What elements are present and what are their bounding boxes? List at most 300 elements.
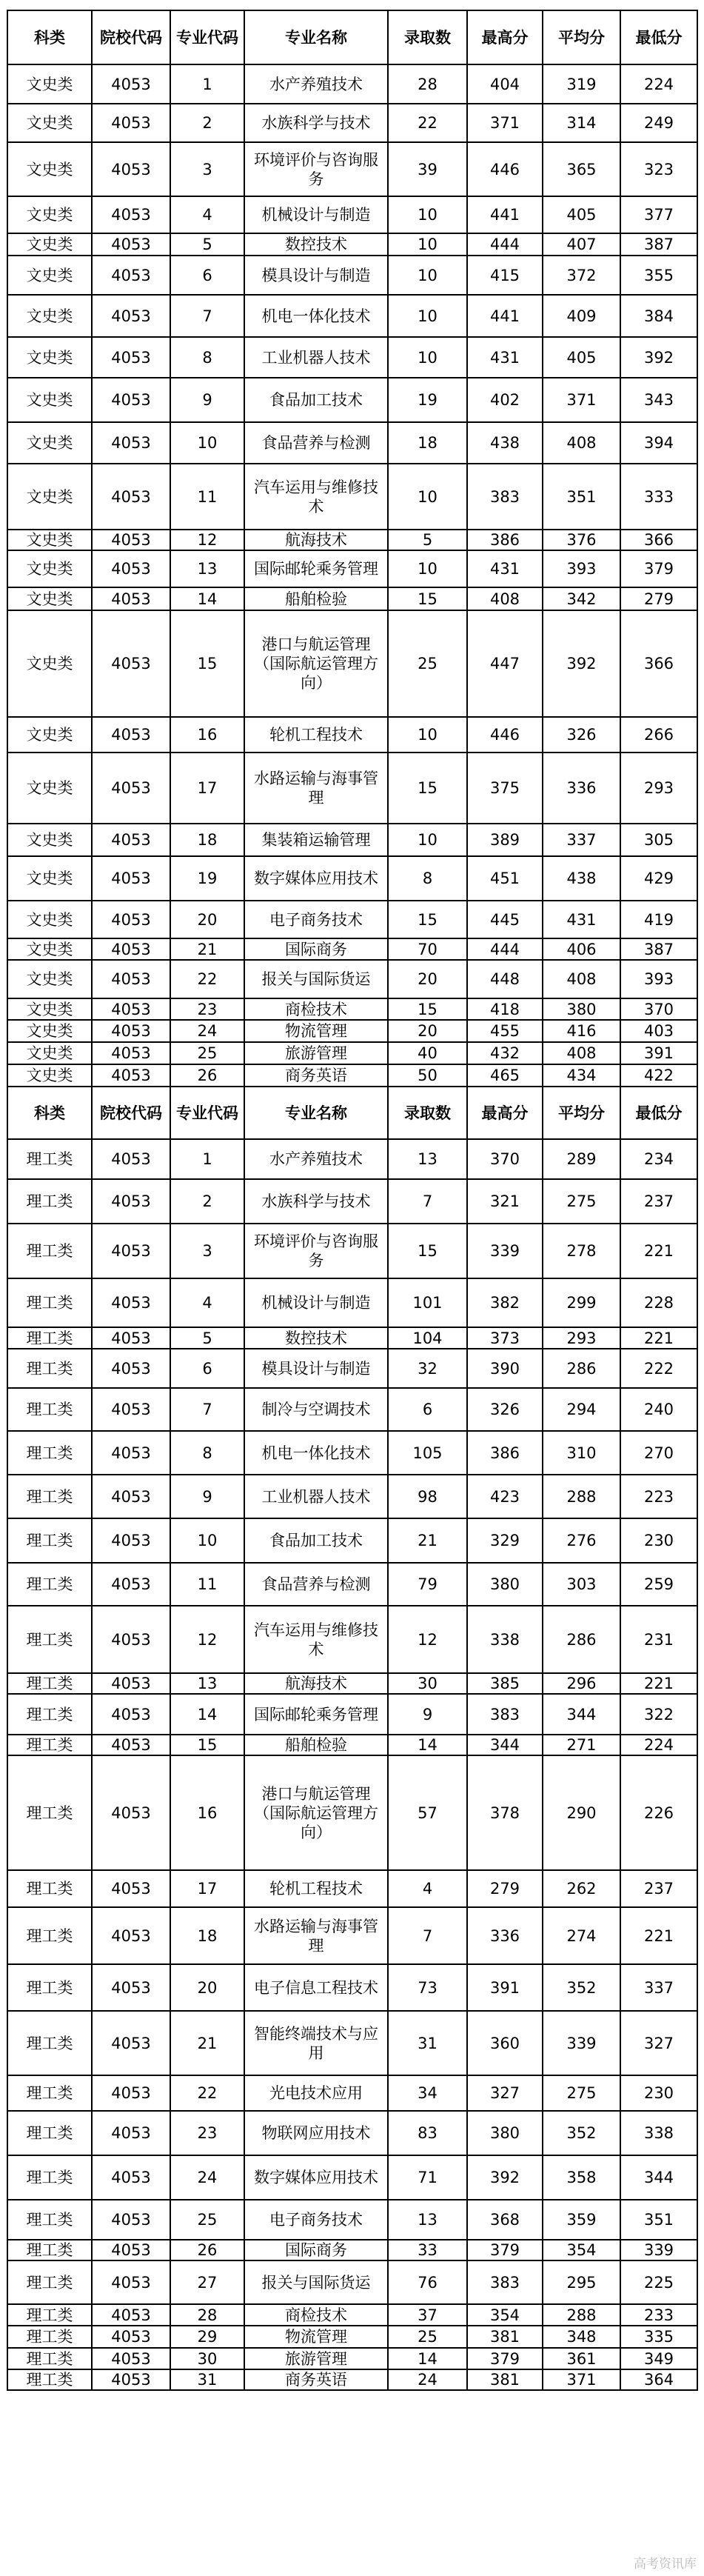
cell-major-code: 24 xyxy=(170,2155,244,2200)
table-row xyxy=(7,717,697,753)
cell-category: 文史类 xyxy=(7,530,92,550)
cell-admitted-count: 105 xyxy=(388,1431,467,1475)
cell-max-score: 415 xyxy=(467,256,543,295)
cell-category: 文史类 xyxy=(7,337,92,378)
cell-category: 理工类 xyxy=(7,1327,92,1349)
cell-category: 理工类 xyxy=(7,1755,92,1870)
header-category: 科类 xyxy=(7,1087,92,1139)
cell-school-code: 4053 xyxy=(92,550,170,587)
header-major-name: 专业名称 xyxy=(244,1087,388,1139)
cell-major-name: 港口与航运管理（国际航运管理方向） xyxy=(244,610,388,717)
cell-major-code: 13 xyxy=(170,1673,244,1694)
cell-major-code: 20 xyxy=(170,1964,244,2011)
cell-school-code: 4053 xyxy=(92,1964,170,2011)
cell-category: 文史类 xyxy=(7,824,92,856)
cell-major-name: 机械设计与制造 xyxy=(244,1278,388,1327)
table-row xyxy=(7,1278,697,1327)
cell-admitted-count: 15 xyxy=(388,998,467,1020)
cell-major-code: 28 xyxy=(170,2304,244,2326)
cell-category: 理工类 xyxy=(7,1139,92,1179)
cell-category: 理工类 xyxy=(7,2369,92,2390)
cell-max-score: 446 xyxy=(467,142,543,196)
cell-school-code: 4053 xyxy=(92,960,170,998)
cell-major-code: 15 xyxy=(170,1735,244,1755)
cell-min-score: 379 xyxy=(620,550,697,587)
cell-admitted-count: 10 xyxy=(388,550,467,587)
cell-school-code: 4053 xyxy=(92,1907,170,1964)
cell-major-code: 15 xyxy=(170,610,244,717)
cell-major-code: 21 xyxy=(170,938,244,960)
cell-major-name: 数控技术 xyxy=(244,1327,388,1349)
cell-school-code: 4053 xyxy=(92,1139,170,1179)
cell-min-score: 327 xyxy=(620,2011,697,2075)
cell-category: 文史类 xyxy=(7,64,92,104)
cell-major-name: 水路运输与海事管理 xyxy=(244,753,388,824)
cell-major-name: 工业机器人技术 xyxy=(244,1475,388,1518)
cell-max-score: 446 xyxy=(467,717,543,753)
table-row xyxy=(7,1518,697,1563)
table-row xyxy=(7,1431,697,1475)
cell-min-score: 221 xyxy=(620,1673,697,1694)
table-row xyxy=(7,2240,697,2260)
cell-min-score: 231 xyxy=(620,1606,697,1673)
cell-school-code: 4053 xyxy=(92,1431,170,1475)
table-row xyxy=(7,1020,697,1042)
cell-max-score: 326 xyxy=(467,1388,543,1431)
cell-major-code: 26 xyxy=(170,2240,244,2260)
cell-school-code: 4053 xyxy=(92,196,170,233)
cell-admitted-count: 15 xyxy=(388,587,467,610)
cell-major-code: 1 xyxy=(170,64,244,104)
table-body xyxy=(7,10,697,2390)
cell-category: 理工类 xyxy=(7,2155,92,2200)
cell-admitted-count: 22 xyxy=(388,104,467,142)
cell-avg-score: 286 xyxy=(543,1349,620,1388)
table-row xyxy=(7,587,697,610)
cell-avg-score: 406 xyxy=(543,938,620,960)
cell-major-code: 20 xyxy=(170,901,244,938)
cell-school-code: 4053 xyxy=(92,1694,170,1735)
cell-admitted-count: 7 xyxy=(388,1179,467,1224)
cell-min-score: 393 xyxy=(620,960,697,998)
cell-min-score: 323 xyxy=(620,142,697,196)
cell-school-code: 4053 xyxy=(92,1755,170,1870)
cell-min-score: 422 xyxy=(620,1064,697,1087)
cell-max-score: 385 xyxy=(467,1673,543,1694)
cell-max-score: 444 xyxy=(467,233,543,256)
cell-category: 文史类 xyxy=(7,856,92,901)
cell-category: 理工类 xyxy=(7,2111,92,2155)
table-row xyxy=(7,196,697,233)
cell-major-name: 国际商务 xyxy=(244,2240,388,2260)
cell-max-score: 451 xyxy=(467,856,543,901)
cell-min-score: 355 xyxy=(620,256,697,295)
cell-avg-score: 294 xyxy=(543,1388,620,1431)
cell-category: 理工类 xyxy=(7,2326,92,2348)
cell-major-code: 22 xyxy=(170,960,244,998)
cell-major-name: 制冷与空调技术 xyxy=(244,1388,388,1431)
table-row xyxy=(7,1064,697,1087)
cell-school-code: 4053 xyxy=(92,2075,170,2111)
cell-category: 文史类 xyxy=(7,196,92,233)
cell-admitted-count: 10 xyxy=(388,337,467,378)
cell-avg-score: 303 xyxy=(543,1563,620,1606)
table-row xyxy=(7,1388,697,1431)
cell-major-name: 水产养殖技术 xyxy=(244,1139,388,1179)
cell-min-score: 338 xyxy=(620,2111,697,2155)
cell-major-code: 7 xyxy=(170,295,244,337)
cell-admitted-count: 10 xyxy=(388,295,467,337)
cell-category: 文史类 xyxy=(7,233,92,256)
cell-major-name: 港口与航运管理（国际航运管理方向） xyxy=(244,1755,388,1870)
cell-min-score: 364 xyxy=(620,2369,697,2390)
cell-avg-score: 434 xyxy=(543,1064,620,1087)
cell-max-score: 381 xyxy=(467,2369,543,2390)
cell-category: 理工类 xyxy=(7,1388,92,1431)
cell-school-code: 4053 xyxy=(92,2200,170,2240)
cell-avg-score: 352 xyxy=(543,2111,620,2155)
header-major-code: 专业代码 xyxy=(170,10,244,64)
cell-avg-score: 359 xyxy=(543,2200,620,2240)
table-row xyxy=(7,1673,697,1694)
cell-admitted-count: 15 xyxy=(388,901,467,938)
cell-category: 文史类 xyxy=(7,142,92,196)
table-row xyxy=(7,753,697,824)
cell-major-name: 轮机工程技术 xyxy=(244,717,388,753)
cell-admitted-count: 71 xyxy=(388,2155,467,2200)
cell-major-name: 航海技术 xyxy=(244,530,388,550)
cell-major-name: 数字媒体应用技术 xyxy=(244,2155,388,2200)
cell-avg-score: 352 xyxy=(543,1964,620,2011)
cell-major-code: 4 xyxy=(170,1278,244,1327)
cell-admitted-count: 19 xyxy=(388,378,467,422)
table-row xyxy=(7,550,697,587)
cell-avg-score: 326 xyxy=(543,717,620,753)
cell-max-score: 378 xyxy=(467,1755,543,1870)
cell-admitted-count: 25 xyxy=(388,2326,467,2348)
cell-avg-score: 314 xyxy=(543,104,620,142)
cell-admitted-count: 4 xyxy=(388,1870,467,1907)
cell-school-code: 4053 xyxy=(92,2111,170,2155)
cell-admitted-count: 30 xyxy=(388,1673,467,1694)
cell-major-name: 轮机工程技术 xyxy=(244,1870,388,1907)
cell-admitted-count: 83 xyxy=(388,2111,467,2155)
cell-avg-score: 290 xyxy=(543,1755,620,1870)
cell-major-name: 电子商务技术 xyxy=(244,901,388,938)
cell-major-code: 27 xyxy=(170,2260,244,2304)
table-row xyxy=(7,2155,697,2200)
cell-min-score: 394 xyxy=(620,422,697,464)
cell-school-code: 4053 xyxy=(92,753,170,824)
cell-major-code: 25 xyxy=(170,1042,244,1064)
cell-category: 理工类 xyxy=(7,2200,92,2240)
cell-school-code: 4053 xyxy=(92,1563,170,1606)
cell-school-code: 4053 xyxy=(92,1475,170,1518)
cell-min-score: 279 xyxy=(620,587,697,610)
cell-major-name: 商检技术 xyxy=(244,998,388,1020)
cell-school-code: 4053 xyxy=(92,1349,170,1388)
header-major-code: 专业代码 xyxy=(170,1087,244,1139)
cell-major-name: 环境评价与咨询服务 xyxy=(244,1224,388,1278)
cell-admitted-count: 98 xyxy=(388,1475,467,1518)
cell-admitted-count: 70 xyxy=(388,938,467,960)
header-admitted-count: 录取数 xyxy=(388,1087,467,1139)
cell-school-code: 4053 xyxy=(92,1278,170,1327)
cell-admitted-count: 14 xyxy=(388,2348,467,2369)
cell-category: 理工类 xyxy=(7,1179,92,1224)
cell-school-code: 4053 xyxy=(92,233,170,256)
table-row xyxy=(7,422,697,464)
cell-max-score: 321 xyxy=(467,1179,543,1224)
cell-category: 理工类 xyxy=(7,2011,92,2075)
cell-min-score: 240 xyxy=(620,1388,697,1431)
cell-major-code: 2 xyxy=(170,1179,244,1224)
cell-min-score: 234 xyxy=(620,1139,697,1179)
cell-school-code: 4053 xyxy=(92,256,170,295)
cell-school-code: 4053 xyxy=(92,998,170,1020)
cell-admitted-count: 14 xyxy=(388,1735,467,1755)
cell-avg-score: 319 xyxy=(543,64,620,104)
cell-major-name: 物联网应用技术 xyxy=(244,2111,388,2155)
table-row xyxy=(7,1139,697,1179)
cell-avg-score: 358 xyxy=(543,2155,620,2200)
cell-max-score: 338 xyxy=(467,1606,543,1673)
cell-major-name: 智能终端技术与应用 xyxy=(244,2011,388,2075)
cell-avg-score: 344 xyxy=(543,1694,620,1735)
cell-school-code: 4053 xyxy=(92,2155,170,2200)
cell-avg-score: 380 xyxy=(543,998,620,1020)
table-row xyxy=(7,378,697,422)
cell-max-score: 448 xyxy=(467,960,543,998)
cell-major-code: 18 xyxy=(170,824,244,856)
cell-avg-score: 276 xyxy=(543,1518,620,1563)
header-avg-score: 平均分 xyxy=(543,1087,620,1139)
cell-min-score: 221 xyxy=(620,1327,697,1349)
cell-max-score: 455 xyxy=(467,1020,543,1042)
cell-avg-score: 408 xyxy=(543,422,620,464)
cell-school-code: 4053 xyxy=(92,1673,170,1694)
cell-school-code: 4053 xyxy=(92,530,170,550)
cell-avg-score: 438 xyxy=(543,856,620,901)
cell-min-score: 305 xyxy=(620,824,697,856)
cell-major-name: 数控技术 xyxy=(244,233,388,256)
cell-admitted-count: 8 xyxy=(388,856,467,901)
cell-admitted-count: 25 xyxy=(388,610,467,717)
cell-major-name: 水族科学与技术 xyxy=(244,1179,388,1224)
cell-avg-score: 310 xyxy=(543,1431,620,1475)
cell-max-score: 354 xyxy=(467,2304,543,2326)
cell-max-score: 431 xyxy=(467,337,543,378)
cell-category: 文史类 xyxy=(7,998,92,1020)
cell-major-name: 机电一体化技术 xyxy=(244,1431,388,1475)
cell-min-score: 221 xyxy=(620,1224,697,1278)
admission-scores-table xyxy=(7,10,698,2391)
cell-max-score: 327 xyxy=(467,2075,543,2111)
cell-school-code: 4053 xyxy=(92,64,170,104)
header-school-code: 院校代码 xyxy=(92,10,170,64)
cell-major-code: 12 xyxy=(170,530,244,550)
cell-admitted-count: 15 xyxy=(388,753,467,824)
cell-major-name: 水产养殖技术 xyxy=(244,64,388,104)
cell-min-score: 392 xyxy=(620,337,697,378)
cell-school-code: 4053 xyxy=(92,1020,170,1042)
cell-min-score: 391 xyxy=(620,1042,697,1064)
table-header-row xyxy=(7,1087,697,1139)
cell-avg-score: 348 xyxy=(543,2326,620,2348)
cell-min-score: 237 xyxy=(620,1870,697,1907)
table-row xyxy=(7,1349,697,1388)
cell-major-code: 11 xyxy=(170,464,244,530)
table-row xyxy=(7,2011,697,2075)
cell-category: 理工类 xyxy=(7,1735,92,1755)
cell-school-code: 4053 xyxy=(92,337,170,378)
cell-category: 文史类 xyxy=(7,753,92,824)
table-row xyxy=(7,1606,697,1673)
cell-min-score: 429 xyxy=(620,856,697,901)
cell-min-score: 377 xyxy=(620,196,697,233)
cell-max-score: 445 xyxy=(467,901,543,938)
cell-category: 理工类 xyxy=(7,2304,92,2326)
cell-max-score: 441 xyxy=(467,295,543,337)
cell-major-code: 8 xyxy=(170,1431,244,1475)
cell-major-code: 11 xyxy=(170,1563,244,1606)
cell-avg-score: 408 xyxy=(543,1042,620,1064)
cell-major-name: 食品加工技术 xyxy=(244,1518,388,1563)
cell-admitted-count: 24 xyxy=(388,2369,467,2390)
cell-admitted-count: 10 xyxy=(388,256,467,295)
cell-admitted-count: 20 xyxy=(388,960,467,998)
cell-category: 理工类 xyxy=(7,1349,92,1388)
table-row xyxy=(7,1327,697,1349)
cell-category: 文史类 xyxy=(7,938,92,960)
table-row xyxy=(7,1755,697,1870)
cell-major-code: 9 xyxy=(170,1475,244,1518)
cell-category: 理工类 xyxy=(7,1278,92,1327)
cell-school-code: 4053 xyxy=(92,1870,170,1907)
cell-avg-score: 337 xyxy=(543,824,620,856)
cell-avg-score: 289 xyxy=(543,1139,620,1179)
cell-major-code: 29 xyxy=(170,2326,244,2348)
header-max-score: 最高分 xyxy=(467,10,543,64)
cell-major-name: 光电技术应用 xyxy=(244,2075,388,2111)
cell-min-score: 266 xyxy=(620,717,697,753)
cell-avg-score: 339 xyxy=(543,2011,620,2075)
cell-admitted-count: 10 xyxy=(388,824,467,856)
cell-category: 文史类 xyxy=(7,960,92,998)
cell-major-name: 物流管理 xyxy=(244,2326,388,2348)
cell-avg-score: 262 xyxy=(543,1870,620,1907)
cell-min-score: 221 xyxy=(620,1907,697,1964)
cell-avg-score: 393 xyxy=(543,550,620,587)
cell-max-score: 386 xyxy=(467,1431,543,1475)
table-row xyxy=(7,2200,697,2240)
watermark-text: 高考资讯库 xyxy=(634,2557,697,2572)
cell-min-score: 224 xyxy=(620,64,697,104)
cell-min-score: 226 xyxy=(620,1755,697,1870)
cell-max-score: 465 xyxy=(467,1064,543,1087)
cell-max-score: 329 xyxy=(467,1518,543,1563)
cell-category: 文史类 xyxy=(7,1064,92,1087)
cell-major-name: 汽车运用与维修技术 xyxy=(244,1606,388,1673)
cell-min-score: 366 xyxy=(620,610,697,717)
cell-category: 文史类 xyxy=(7,464,92,530)
cell-admitted-count: 39 xyxy=(388,142,467,196)
table-row xyxy=(7,856,697,901)
cell-major-code: 24 xyxy=(170,1020,244,1042)
cell-major-name: 水族科学与技术 xyxy=(244,104,388,142)
cell-avg-score: 361 xyxy=(543,2348,620,2369)
cell-avg-score: 416 xyxy=(543,1020,620,1042)
cell-major-name: 集装箱运输管理 xyxy=(244,824,388,856)
cell-school-code: 4053 xyxy=(92,142,170,196)
table-row xyxy=(7,64,697,104)
cell-avg-score: 342 xyxy=(543,587,620,610)
cell-max-score: 441 xyxy=(467,196,543,233)
cell-major-code: 4 xyxy=(170,196,244,233)
table-row xyxy=(7,610,697,717)
cell-max-score: 375 xyxy=(467,753,543,824)
cell-category: 文史类 xyxy=(7,295,92,337)
cell-min-score: 343 xyxy=(620,378,697,422)
cell-school-code: 4053 xyxy=(92,2348,170,2369)
table-row xyxy=(7,901,697,938)
cell-avg-score: 299 xyxy=(543,1278,620,1327)
cell-major-code: 17 xyxy=(170,1870,244,1907)
cell-major-name: 数字媒体应用技术 xyxy=(244,856,388,901)
cell-min-score: 403 xyxy=(620,1020,697,1042)
cell-avg-score: 371 xyxy=(543,2369,620,2390)
table-row xyxy=(7,2369,697,2390)
cell-min-score: 335 xyxy=(620,2326,697,2348)
cell-category: 文史类 xyxy=(7,1020,92,1042)
cell-max-score: 379 xyxy=(467,2240,543,2260)
header-max-score: 最高分 xyxy=(467,1087,543,1139)
cell-category: 理工类 xyxy=(7,1431,92,1475)
cell-category: 文史类 xyxy=(7,901,92,938)
cell-category: 文史类 xyxy=(7,1042,92,1064)
cell-max-score: 381 xyxy=(467,2326,543,2348)
cell-major-name: 环境评价与咨询服务 xyxy=(244,142,388,196)
cell-admitted-count: 50 xyxy=(388,1064,467,1087)
cell-major-code: 22 xyxy=(170,2075,244,2111)
cell-major-name: 食品营养与检测 xyxy=(244,1563,388,1606)
cell-max-score: 382 xyxy=(467,1278,543,1327)
cell-major-name: 商检技术 xyxy=(244,2304,388,2326)
cell-max-score: 383 xyxy=(467,2260,543,2304)
table-row xyxy=(7,142,697,196)
cell-major-code: 13 xyxy=(170,550,244,587)
cell-major-name: 国际商务 xyxy=(244,938,388,960)
cell-admitted-count: 31 xyxy=(388,2011,467,2075)
table-row xyxy=(7,1475,697,1518)
cell-major-code: 5 xyxy=(170,1327,244,1349)
cell-max-score: 390 xyxy=(467,1349,543,1388)
cell-school-code: 4053 xyxy=(92,1064,170,1087)
table-row xyxy=(7,1179,697,1224)
cell-min-score: 249 xyxy=(620,104,697,142)
cell-school-code: 4053 xyxy=(92,2260,170,2304)
cell-major-code: 7 xyxy=(170,1388,244,1431)
table-row xyxy=(7,1907,697,1964)
cell-category: 理工类 xyxy=(7,2075,92,2111)
cell-category: 文史类 xyxy=(7,256,92,295)
cell-category: 理工类 xyxy=(7,2348,92,2369)
table-row xyxy=(7,2304,697,2326)
cell-min-score: 225 xyxy=(620,2260,697,2304)
cell-min-score: 351 xyxy=(620,2200,697,2240)
cell-admitted-count: 15 xyxy=(388,1224,467,1278)
cell-avg-score: 431 xyxy=(543,901,620,938)
